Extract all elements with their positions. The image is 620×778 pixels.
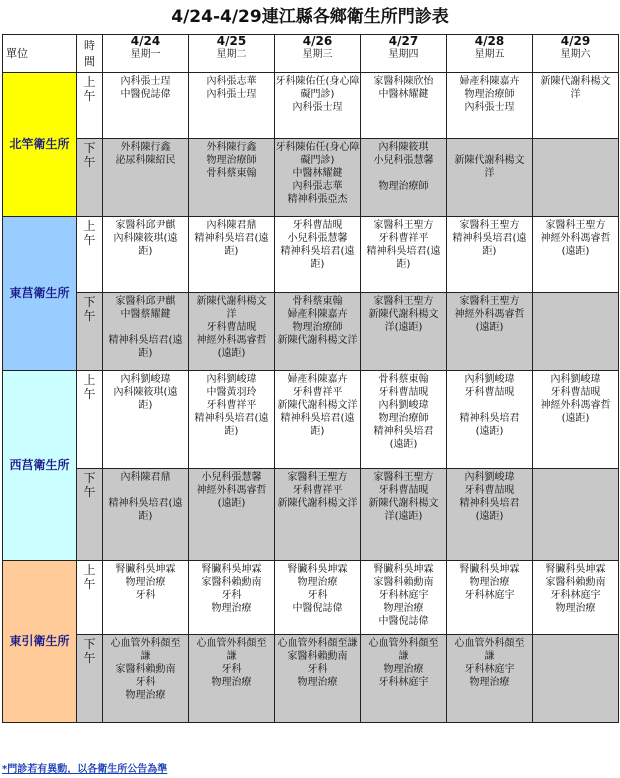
cell-text: 內科劉峻瑋 牙科曹喆晛 精神科吳培君 (遠距) xyxy=(459,472,520,522)
day-header: 4/24 星期一 xyxy=(103,35,189,73)
schedule-cell xyxy=(103,371,189,469)
cell-text: 家醫科王聖方 牙科曹喆晛 新陳代謝科楊文 洋(遠距) xyxy=(368,472,439,522)
schedule-cell xyxy=(447,217,533,293)
schedule-cell xyxy=(361,469,447,561)
header-row xyxy=(3,35,619,73)
schedule-cell xyxy=(447,139,533,217)
cell-text: 牙科陳佑任(身心障 礙門診) 內科張士珵 xyxy=(275,76,360,113)
schedule-cell xyxy=(189,469,275,561)
schedule-cell xyxy=(275,635,361,723)
cell-text: 外科陳行鑫 物理治療師 骨科蔡東翰 xyxy=(206,142,257,179)
schedule-cell xyxy=(103,561,189,635)
cell-text: 家醫科邱尹麒 內科陳筱琪(遠 距) xyxy=(113,220,178,257)
schedule-row xyxy=(3,139,619,217)
cell-text: 家醫科邱尹麒 中醫蔡耀鍵 精神科吳培君(遠 距) xyxy=(108,296,183,359)
cell-text: 腎臟科吳坤霖 家醫科賴勳南 牙科林庭宇 物理治療 中醫倪誌偉 xyxy=(373,564,434,627)
period-label: 上午 xyxy=(77,217,103,293)
cell-text: 心血管外科顏至 謙 牙科 物理治療 xyxy=(196,638,267,688)
schedule-cell xyxy=(275,561,361,635)
cell-text: 內科陳君鼎 精神科吳培君(遠距) xyxy=(194,220,269,257)
cell-text: 內科張志華 內科張士珵 xyxy=(206,76,257,100)
schedule-table xyxy=(2,34,619,723)
schedule-cell xyxy=(189,217,275,293)
schedule-cell xyxy=(275,371,361,469)
schedule-cell xyxy=(275,139,361,217)
schedule-cell xyxy=(361,371,447,469)
day-header: 4/25 星期二 xyxy=(189,35,275,73)
schedule-cell xyxy=(361,561,447,635)
schedule-row xyxy=(3,73,619,139)
schedule-cell xyxy=(189,73,275,139)
cell-text: 腎臟科吳坤霖 物理治療 牙科 中醫倪誌偉 xyxy=(287,564,348,614)
cell-text: 家醫科王聖方 神經外科馮睿哲 (遠距) xyxy=(540,220,611,257)
period-label: 下午 xyxy=(77,635,103,723)
cell-text: 婦產科陳嘉卉 牙科曹祥平 新陳代謝科楊文洋 精神科吳培君(遠距) xyxy=(277,374,358,437)
day-header: 4/27 星期四 xyxy=(361,35,447,73)
period-label: 上午 xyxy=(77,73,103,139)
period-label: 上午 xyxy=(77,371,103,469)
footnote: *門診若有異動，以各衛生所公告為準 xyxy=(2,764,168,775)
cell-text: 內科劉峻瑋 中醫黃羽玲 牙科曹祥平 精神科吳培君(遠 距) xyxy=(194,374,269,437)
cell-text: 內科劉峻瑋 牙科曹喆晛 神經外科馮睿哲 (遠距) xyxy=(540,374,611,424)
schedule-cell xyxy=(103,469,189,561)
period-label: 下午 xyxy=(77,293,103,371)
period-label: 下午 xyxy=(77,139,103,217)
cell-text: 心血管外科顏至 謙 物理治療 牙科林庭宇 xyxy=(368,638,439,688)
schedule-cell xyxy=(533,635,619,723)
cell-text: 家醫科王聖方 精神科吳培君(遠 距) xyxy=(452,220,527,257)
cell-text: 內科張士珵 中醫倪誌偉 xyxy=(120,76,171,100)
cell-text: 內科劉峻瑋 內科陳筱琪(遠 距) xyxy=(113,374,178,411)
schedule-row xyxy=(3,371,619,469)
schedule-row xyxy=(3,217,619,293)
schedule-cell xyxy=(189,371,275,469)
cell-text: 腎臟科吳坤霖 家醫科賴勳南 牙科林庭宇 物理治療 xyxy=(545,564,606,614)
unit-name: 西莒衛生所 xyxy=(3,371,77,561)
cell-text: 心血管外科顏至 謙 家醫科賴勳南 牙科 物理治療 xyxy=(110,638,181,701)
schedule-cell xyxy=(533,217,619,293)
schedule-cell xyxy=(447,561,533,635)
schedule-cell xyxy=(189,139,275,217)
cell-text: 家醫科王聖方 牙科曹祥平 精神科吳培君(遠距) xyxy=(366,220,441,270)
schedule-cell xyxy=(189,561,275,635)
schedule-cell xyxy=(103,293,189,371)
cell-text: 腎臟科吳坤霖 家醫科賴勳南 牙科 物理治療 xyxy=(201,564,262,614)
time-header: 時間 xyxy=(77,35,103,73)
cell-text: 骨科蔡東翰 婦產科陳嘉卉 物理治療師 新陳代謝科楊文洋 xyxy=(277,296,358,346)
schedule-cell xyxy=(275,469,361,561)
schedule-cell xyxy=(361,293,447,371)
cell-text: 新陳代謝科楊文 洋 xyxy=(454,155,525,179)
schedule-cell xyxy=(275,217,361,293)
unit-header: 單位 xyxy=(3,35,77,73)
schedule-cell xyxy=(533,469,619,561)
day-header: 4/26 星期三 xyxy=(275,35,361,73)
cell-text: 內科陳君鼎 精神科吳培君(遠距) xyxy=(108,472,183,522)
cell-text: 骨科蔡東翰 牙科曹喆晛 內科劉峻瑋 物理治療師 精神科吳培君 (遠距) xyxy=(373,374,434,450)
schedule-cell xyxy=(275,293,361,371)
cell-text: 心血管外科顏至謙 家醫科賴勳南 牙科 物理治療 xyxy=(277,638,358,688)
schedule-row xyxy=(3,635,619,723)
page-title: 4/24-4/29連江縣各鄉衛生所門診表 xyxy=(171,7,449,27)
cell-text: 外科陳行鑫 泌尿科陳紹民 xyxy=(115,142,176,166)
schedule-cell xyxy=(447,469,533,561)
cell-text: 家醫科王聖方 牙科曹祥平 新陳代謝科楊文洋 xyxy=(277,472,358,509)
schedule-cell xyxy=(447,73,533,139)
cell-text: 家醫科陳欣怡 中醫林耀鍵 xyxy=(373,76,434,100)
schedule-cell xyxy=(533,73,619,139)
unit-name: 北竿衛生所 xyxy=(3,73,77,217)
schedule-cell xyxy=(533,371,619,469)
cell-text: 內科陳筱琪 小兒科張慧馨 物理治療師 xyxy=(373,142,434,192)
cell-text: 心血管外科顏至 謙 牙科林庭宇 物理治療 xyxy=(454,638,525,688)
schedule-cell xyxy=(103,73,189,139)
period-label: 上午 xyxy=(77,561,103,635)
cell-text: 牙科曹喆晛 小兒科張慧馨 精神科吳培君(遠距) xyxy=(280,220,355,270)
unit-name: 東引衛生所 xyxy=(3,561,77,723)
schedule-cell xyxy=(533,561,619,635)
day-header: 4/29 星期六 xyxy=(533,35,619,73)
cell-text: 新陳代謝科楊文 洋 xyxy=(540,76,611,100)
unit-name: 東莒衛生所 xyxy=(3,217,77,371)
schedule-cell xyxy=(533,139,619,217)
schedule-cell xyxy=(189,293,275,371)
cell-text: 家醫科王聖方 神經外科馮睿哲 (遠距) xyxy=(454,296,525,333)
schedule-cell xyxy=(275,73,361,139)
cell-text: 腎臟科吳坤霖 物理治療 牙科林庭宇 xyxy=(459,564,520,601)
schedule-cell xyxy=(361,217,447,293)
cell-text: 新陳代謝科楊文 洋 牙科曹喆晛 神經外科馮睿哲 (遠距) xyxy=(196,296,267,359)
schedule-cell xyxy=(103,139,189,217)
schedule-cell xyxy=(103,635,189,723)
schedule-cell xyxy=(533,293,619,371)
schedule-cell xyxy=(361,73,447,139)
schedule-cell xyxy=(447,293,533,371)
schedule-cell xyxy=(189,635,275,723)
period-label: 下午 xyxy=(77,469,103,561)
schedule-cell xyxy=(361,139,447,217)
cell-text: 婦產科陳嘉卉 物理治療師 內科張士珵 xyxy=(459,76,520,113)
schedule-row xyxy=(3,469,619,561)
day-header: 4/28 星期五 xyxy=(447,35,533,73)
cell-text: 腎臟科吳坤霖 物理治療 牙科 xyxy=(115,564,176,601)
cell-text: 家醫科王聖方 新陳代謝科楊文 洋(遠距) xyxy=(368,296,439,333)
cell-text: 內科劉峻瑋 牙科曹喆晛 精神科吳培君 (遠距) xyxy=(459,374,520,437)
schedule-cell xyxy=(447,635,533,723)
schedule-cell xyxy=(361,635,447,723)
schedule-row xyxy=(3,293,619,371)
cell-text: 小兒科張慧馨 神經外科馮睿哲 (遠距) xyxy=(196,472,267,509)
schedule-row xyxy=(3,561,619,635)
cell-text: 牙科陳佑任(身心障 礙門診) 中醫林耀鍵 內科張志華 精神科張亞杰 xyxy=(275,142,360,205)
schedule-cell xyxy=(447,371,533,469)
schedule-cell xyxy=(103,217,189,293)
